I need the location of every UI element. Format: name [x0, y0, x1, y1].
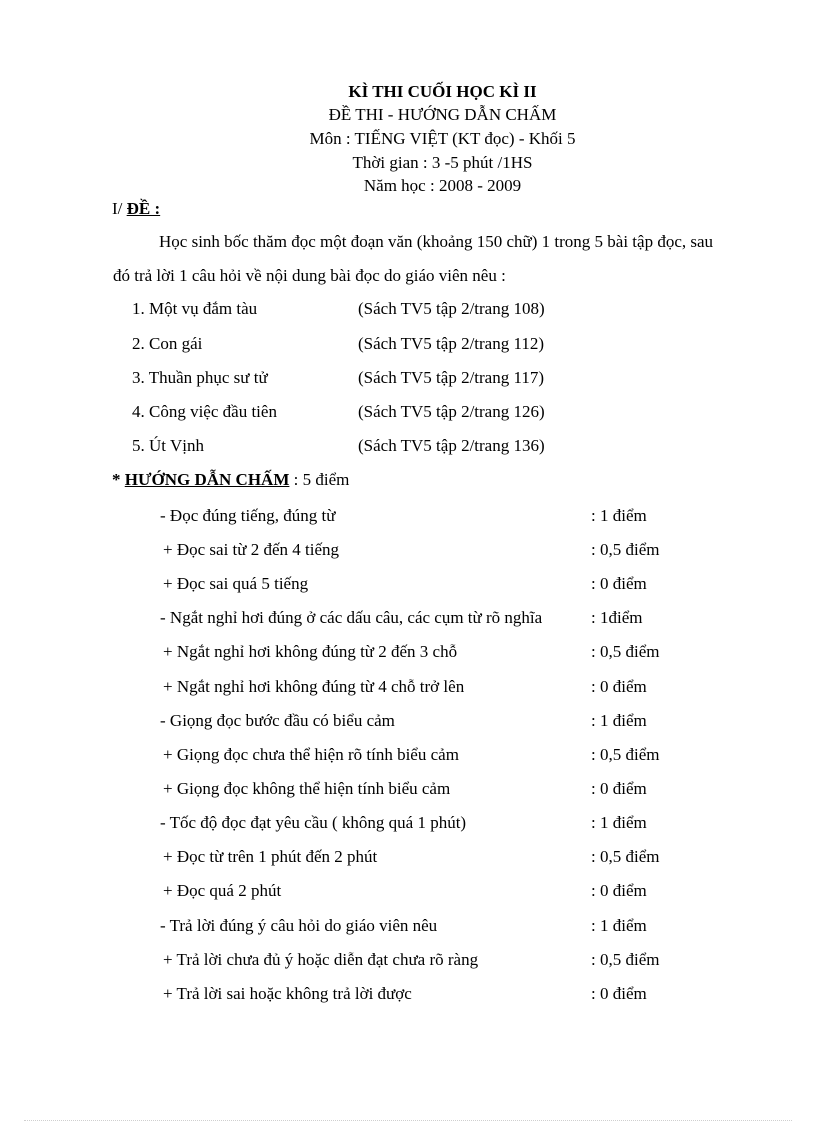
criterion-text: + Đọc sai từ 2 đến 4 tiếng: [163, 540, 340, 559]
exam-subject: Môn : TIẾNG VIỆT (KT đọc) - Khối 5: [309, 129, 576, 148]
criterion-text: + Giọng đọc không thể hiện tính biểu cảm: [163, 779, 451, 798]
criterion-score: : 0,5 điểm: [591, 540, 660, 559]
reading-title: 3. Thuần phục sư tử: [132, 368, 268, 387]
grading-star: *: [112, 470, 125, 489]
criterion-text: - Đọc đúng tiếng, đúng từ: [160, 506, 336, 525]
criterion-score: : 1 điểm: [591, 916, 647, 935]
criterion-score: : 1 điểm: [591, 506, 647, 525]
criterion-score: : 0 điểm: [591, 984, 647, 1003]
criterion-score: : 0,5 điểm: [591, 745, 660, 764]
reading-source: (Sách TV5 tập 2/trang 126): [358, 402, 545, 421]
criterion-score: : 0,5 điểm: [591, 642, 660, 661]
section1-title: ĐỀ :: [126, 199, 161, 218]
criterion-text: + Đọc từ trên 1 phút đến 2 phút: [163, 847, 378, 866]
criterion-score: : 1điểm: [591, 608, 643, 627]
reading-title: 4. Công việc đầu tiên: [132, 402, 277, 421]
criterion-score: : 0 điểm: [591, 677, 647, 696]
criterion-text: + Ngắt nghỉ hơi không đúng từ 2 đến 3 chỗ: [163, 642, 458, 661]
reading-source: (Sách TV5 tập 2/trang 108): [358, 299, 545, 318]
criterion-text: - Trả lời đúng ý câu hỏi do giáo viên nêu: [160, 916, 438, 935]
section1-heading: [112, 198, 160, 220]
criterion-score: : 0,5 điểm: [591, 847, 660, 866]
criterion-text: + Ngắt nghỉ hơi không đúng từ 4 chỗ trở lên: [163, 677, 465, 696]
criterion-score: : 0 điểm: [591, 881, 647, 900]
criterion-text: + Trả lời chưa đủ ý hoặc diễn đạt chưa rõ ràng: [163, 950, 479, 969]
exam-subtitle: ĐỀ THI - HƯỚNG DẪN CHẤM: [328, 105, 557, 124]
intro-line-1: Học sinh bốc thăm đọc một đoạn văn (khoảng 150 chữ) 1 trong 5 bài tập đọc, sau: [159, 232, 714, 251]
reading-source: (Sách TV5 tập 2/trang 117): [358, 368, 545, 387]
criterion-score: : 1 điểm: [591, 711, 647, 730]
exam-title: KÌ THI CUỐI HỌC KÌ II: [348, 82, 537, 101]
reading-source: (Sách TV5 tập 2/trang 136): [358, 436, 545, 455]
reading-title: 2. Con gái: [132, 334, 203, 353]
reading-title: 1. Một vụ đắm tàu: [132, 299, 258, 318]
criterion-score: : 1 điểm: [591, 813, 647, 832]
grading-title: HƯỚNG DẪN CHẤM: [124, 470, 290, 489]
criterion-text: + Trả lời sai hoặc không trả lời được: [163, 984, 412, 1003]
criterion-score: : 0 điểm: [591, 779, 647, 798]
grading-total: : 5 điểm: [289, 470, 350, 489]
criterion-text: - Giọng đọc bước đầu có biểu cảm: [160, 711, 395, 730]
section1-prefix: I/: [112, 199, 127, 218]
criterion-text: + Giọng đọc chưa thể hiện rõ tính biểu cảm: [163, 745, 459, 764]
exam-duration: Thời gian : 3 -5 phút /1HS: [352, 153, 533, 172]
grading-heading: [112, 469, 349, 491]
criterion-text: - Ngắt nghỉ hơi đúng ở các dấu câu, các cụm từ rõ nghĩa: [160, 608, 543, 627]
reading-title: 5. Út Vịnh: [132, 436, 204, 455]
intro-line-2: đó trả lời 1 câu hỏi về nội dung bài đọc do giáo viên nêu :: [113, 266, 506, 285]
criterion-text: - Tốc độ đọc đạt yêu cầu ( không quá 1 phút): [160, 813, 467, 832]
page-bottom-divider: [24, 1120, 792, 1121]
criterion-text: + Đọc sai quá 5 tiếng: [163, 574, 309, 593]
reading-source: (Sách TV5 tập 2/trang 112): [358, 334, 545, 353]
exam-year: Năm học : 2008 - 2009: [363, 176, 522, 195]
criterion-text: + Đọc quá 2 phút: [163, 881, 282, 900]
criterion-score: : 0,5 điểm: [591, 950, 660, 969]
criterion-score: : 0 điểm: [591, 574, 647, 593]
